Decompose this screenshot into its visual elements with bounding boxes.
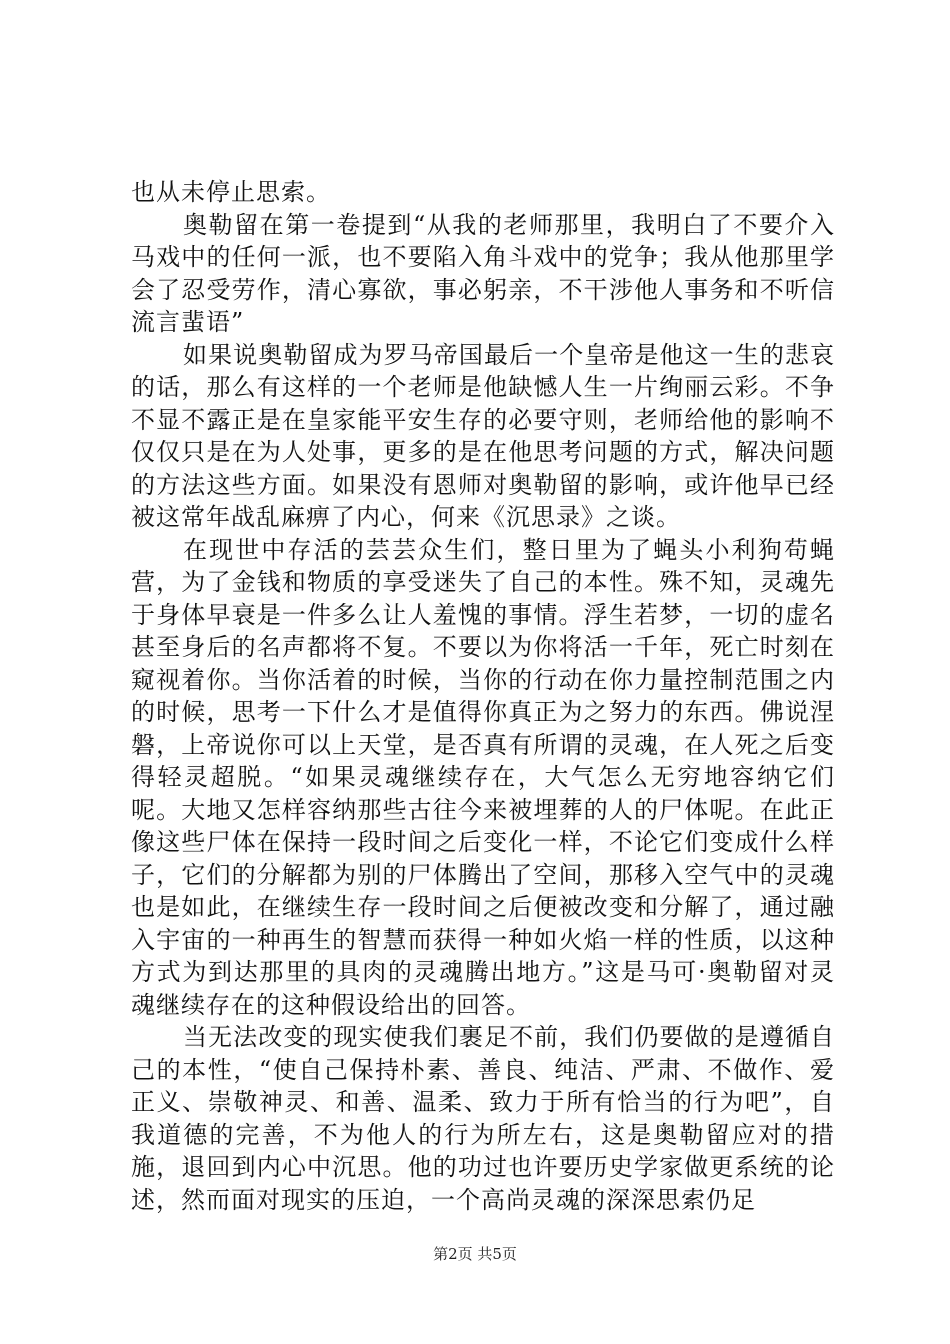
paragraph-5: 当无法改变的现实使我们裹足不前，我们仍要做的是遵循自己的本性，“使自己保持朴素、善良、纯洁、严肃、不做作、爱正义、崇敬神灵、和善、温柔、致力于所有恰当的行为吧”，自我道德的完善，不为他人的行为所左右，这是奥勒留应对的措施，退回到内心中沉思。他的功过也许要历史学家做更系统的论述，然而面对现实的压迫，一个高尚灵魂的深深思索仍足	[131, 1023, 835, 1214]
paragraph-4: 在现世中存活的芸芸众生们，整日里为了蝇头小利狗苟蝇营，为了金钱和物质的享受迷失了自己的本性。殊不知，灵魂先于身体早衰是一件多么让人羞愧的事情。浮生若梦，一切的虚名甚至身后的名声都将不复。不要以为你将活一千年，死亡时刻在窥视着你。当你活着的时候，当你的行动在你力量控制范围之内的时候，思考一下什么才是值得你真正为之努力的东西。佛说涅磐，上帝说你可以上天堂，是否真有所谓的灵魂，在人死之后变得轻灵超脱。“如果灵魂继续存在，大气怎么无穷地容纳它们呢。大地又怎样容纳那些古往今来被埋葬的人的尸体呢。在此正像这些尸体在保持一段时间之后变化一样，不论它们变成什么样子，它们的分解都为别的尸体腾出了空间，那移入空气中的灵魂也是如此，在继续生存一段时间之后便被改变和分解了，通过融入宇宙的一种再生的智慧而获得一种如火焰一样的性质，以这种方式为到达那里的具肉的灵魂腾出地方。”这是马可·奥勒留对灵魂继续存在的这种假设给出的回答。	[131, 535, 835, 1019]
paragraph-3: 如果说奥勒留成为罗马帝国最后一个皇帝是他这一生的悲哀的话，那么有这样的一个老师是他缺憾人生一片绚丽云彩。不争不显不露正是在皇家能平安生存的必要守则，老师给他的影响不仅仅只是在为人处事，更多的是在他思考问题的方式，解决问题的方法这些方面。如果没有恩师对奥勒留的影响，或许他早已经被这常年战乱麻痹了内心，何来《沉思录》之谈。	[131, 340, 835, 531]
page-number-footer: 第2页 共5页	[433, 1245, 517, 1263]
body-text	[131, 176, 835, 1216]
paragraph-1: 也从未停止思索。	[131, 178, 331, 206]
paragraph-2: 奥勒留在第一卷提到“从我的老师那里，我明白了不要介入马戏中的任何一派，也不要陷入角斗戏中的党争；我从他那里学会了忍受劳作，清心寡欲，事必躬亲，不干涉他人事务和不听信流言蜚语”	[131, 210, 835, 336]
